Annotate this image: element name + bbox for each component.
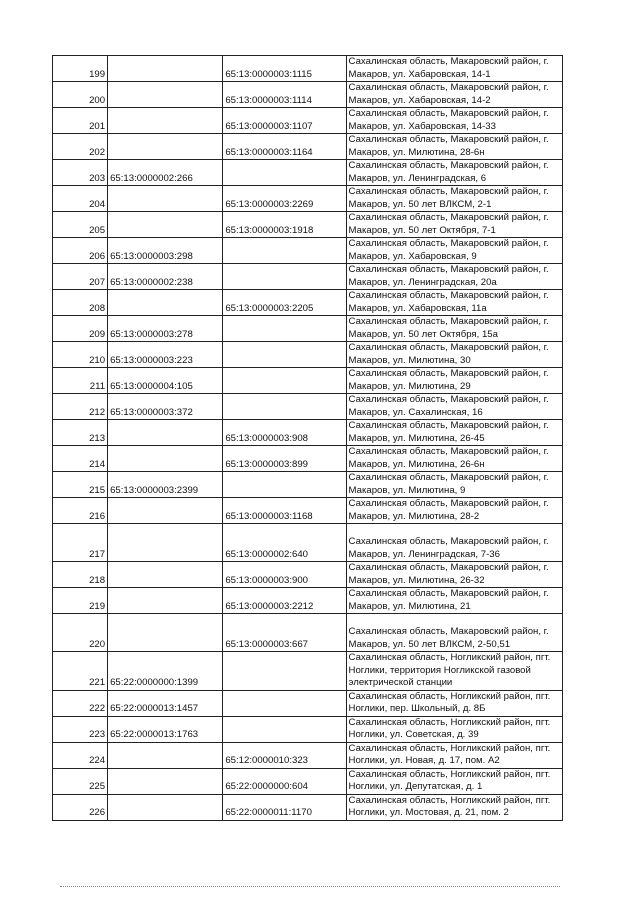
- cadastral-number-cell: [108, 588, 223, 614]
- cadastral-number-cell: [223, 394, 346, 420]
- cadastral-number-cell: [223, 368, 346, 394]
- cadastral-number-cell: [108, 794, 223, 820]
- row-number-cell: 210: [53, 342, 108, 368]
- cadastral-number-cell: [108, 186, 223, 212]
- table-row: [53, 394, 563, 420]
- cadastral-number-cell: 65:13:0000003:372: [108, 394, 223, 420]
- table-row: [53, 290, 563, 316]
- address-cell: Сахалинская область, Ногликский район, пгт. Ноглики, пер. Школьный, д. 8Б: [346, 690, 562, 716]
- row-number-cell: 208: [53, 290, 108, 316]
- cadastral-number-cell: 65:13:0000003:298: [108, 238, 223, 264]
- row-number-cell: 216: [53, 498, 108, 524]
- cadastral-number-cell: 65:22:0000013:1763: [108, 716, 223, 742]
- row-number-cell: 203: [53, 160, 108, 186]
- address-cell: Сахалинская область, Макаровский район, г. Макаров, ул. Ленинградская, 7-36: [346, 524, 562, 562]
- address-cell: Сахалинская область, Макаровский район, г. Макаров, ул. Хабаровская, 9: [346, 238, 562, 264]
- table-row: [53, 108, 563, 134]
- address-cell: Сахалинская область, Макаровский район, г. Макаров, ул. 50 лет Октября, 7-1: [346, 212, 562, 238]
- table-row: [53, 82, 563, 108]
- table-row: [53, 446, 563, 472]
- address-cell: Сахалинская область, Ногликский район, пгт. Ноглики, ул. Советская, д. 39: [346, 716, 562, 742]
- cadastral-number-cell: 65:13:0000003:1107: [223, 108, 346, 134]
- cadastral-number-cell: [108, 56, 223, 82]
- row-number-cell: 222: [53, 690, 108, 716]
- cadastral-number-cell: [223, 238, 346, 264]
- cadastral-number-cell: [108, 212, 223, 238]
- row-number-cell: 206: [53, 238, 108, 264]
- row-number-cell: 214: [53, 446, 108, 472]
- table-row: [53, 238, 563, 264]
- cadastral-number-cell: 65:13:0000003:2399: [108, 472, 223, 498]
- row-number-cell: 202: [53, 134, 108, 160]
- table-row: [53, 794, 563, 820]
- cadastral-number-cell: 65:13:0000003:278: [108, 316, 223, 342]
- cadastral-number-cell: 65:13:0000003:1115: [223, 56, 346, 82]
- row-number-cell: 201: [53, 108, 108, 134]
- address-cell: Сахалинская область, Макаровский район, г. Макаров, ул. Милютина, 26-6н: [346, 446, 562, 472]
- address-cell: Сахалинская область, Макаровский район, г. Макаров, ул. Хабаровская, 14-2: [346, 82, 562, 108]
- row-number-cell: 212: [53, 394, 108, 420]
- cadastral-number-cell: [108, 524, 223, 562]
- cadastral-number-cell: 65:13:0000003:2205: [223, 290, 346, 316]
- table-row: [53, 588, 563, 614]
- table-row: [53, 160, 563, 186]
- cadastral-number-cell: 65:13:0000003:908: [223, 420, 346, 446]
- table-row: [53, 690, 563, 716]
- page-bottom-rule: [60, 886, 560, 887]
- address-cell: Сахалинская область, Макаровский район, г. Макаров, ул. Сахалинская, 16: [346, 394, 562, 420]
- address-cell: Сахалинская область, Макаровский район, г. Макаров, ул. 50 лет ВЛКСМ, 2-50,51: [346, 614, 562, 652]
- cadastral-number-cell: [223, 342, 346, 368]
- table-row: [53, 742, 563, 768]
- cadastral-number-cell: [223, 690, 346, 716]
- table-row: [53, 264, 563, 290]
- row-number-cell: 213: [53, 420, 108, 446]
- address-cell: Сахалинская область, Макаровский район, г. Макаров, ул. Милютина, 28-6н: [346, 134, 562, 160]
- table-row: [53, 368, 563, 394]
- address-cell: Сахалинская область, Макаровский район, г. Макаров, ул. Ленинградская, 6: [346, 160, 562, 186]
- cadastral-number-cell: [108, 82, 223, 108]
- row-number-cell: 218: [53, 562, 108, 588]
- cadastral-number-cell: [108, 134, 223, 160]
- cadastral-number-cell: [223, 160, 346, 186]
- address-cell: Сахалинская область, Макаровский район, г. Макаров, ул. Милютина, 26-45: [346, 420, 562, 446]
- cadastral-number-cell: 65:13:0000003:667: [223, 614, 346, 652]
- row-number-cell: 225: [53, 768, 108, 794]
- cadastral-number-cell: 65:13:0000003:899: [223, 446, 346, 472]
- cadastral-number-cell: [223, 652, 346, 691]
- address-cell: Сахалинская область, Макаровский район, г. Макаров, ул. 50 лет Октября, 15а: [346, 316, 562, 342]
- table-row: [53, 56, 563, 82]
- row-number-cell: 221: [53, 652, 108, 691]
- address-cell: Сахалинская область, Макаровский район, г. Макаров, ул. Милютина, 26-32: [346, 562, 562, 588]
- table-row: [53, 186, 563, 212]
- row-number-cell: 223: [53, 716, 108, 742]
- cadastral-number-cell: 65:13:0000003:1114: [223, 82, 346, 108]
- address-cell: Сахалинская область, Ногликский район, пгт. Ноглики, ул. Депутатская, д. 1: [346, 768, 562, 794]
- cadastral-number-cell: 65:13:0000003:2269: [223, 186, 346, 212]
- cadastral-number-cell: 65:13:0000002:266: [108, 160, 223, 186]
- address-cell: Сахалинская область, Макаровский район, г. Макаров, ул. Милютина, 21: [346, 588, 562, 614]
- address-cell: Сахалинская область, Макаровский район, г. Макаров, ул. Хабаровская, 14-33: [346, 108, 562, 134]
- address-cell: Сахалинская область, Макаровский район, г. Макаров, ул. Ленинградская, 20а: [346, 264, 562, 290]
- address-cell: Сахалинская область, Макаровский район, г. Макаров, ул. 50 лет ВЛКСМ, 2-1: [346, 186, 562, 212]
- row-number-cell: 205: [53, 212, 108, 238]
- row-number-cell: 217: [53, 524, 108, 562]
- cadastral-number-cell: [223, 472, 346, 498]
- cadastral-number-cell: 65:13:0000003:900: [223, 562, 346, 588]
- table-row: [53, 134, 563, 160]
- cadastral-number-cell: 65:22:0000013:1457: [108, 690, 223, 716]
- cadastral-number-cell: 65:13:0000002:640: [223, 524, 346, 562]
- cadastral-number-cell: [108, 498, 223, 524]
- table-row: [53, 498, 563, 524]
- address-cell: Сахалинская область, Макаровский район, г. Макаров, ул. Хабаровская, 14-1: [346, 56, 562, 82]
- cadastral-number-cell: [108, 108, 223, 134]
- row-number-cell: 224: [53, 742, 108, 768]
- cadastral-number-cell: [108, 742, 223, 768]
- address-cell: Сахалинская область, Макаровский район, г. Макаров, ул. Милютина, 29: [346, 368, 562, 394]
- cadastral-number-cell: 65:13:0000002:238: [108, 264, 223, 290]
- cadastral-number-cell: [223, 264, 346, 290]
- table-row: [53, 524, 563, 562]
- cadastral-number-cell: [108, 446, 223, 472]
- row-number-cell: 199: [53, 56, 108, 82]
- cadastral-number-cell: 65:13:0000003:1918: [223, 212, 346, 238]
- registry-table-body: [53, 56, 563, 821]
- cadastral-number-cell: 65:13:0000004:105: [108, 368, 223, 394]
- row-number-cell: 204: [53, 186, 108, 212]
- cadastral-number-cell: 65:13:0000003:2212: [223, 588, 346, 614]
- address-cell: Сахалинская область, Ногликский район, пгт. Ноглики, ул. Новая, д. 17, пом. А2: [346, 742, 562, 768]
- cadastral-number-cell: 65:13:0000003:223: [108, 342, 223, 368]
- table-row: [53, 716, 563, 742]
- cadastral-number-cell: [108, 420, 223, 446]
- cadastral-number-cell: 65:22:0000011:1170: [223, 794, 346, 820]
- cadastral-number-cell: 65:12:0000010:323: [223, 742, 346, 768]
- cadastral-number-cell: 65:13:0000003:1168: [223, 498, 346, 524]
- cadastral-number-cell: [108, 768, 223, 794]
- row-number-cell: 211: [53, 368, 108, 394]
- table-row: [53, 614, 563, 652]
- table-row: [53, 420, 563, 446]
- table-row: [53, 768, 563, 794]
- cadastral-number-cell: 65:22:0000000:604: [223, 768, 346, 794]
- row-number-cell: 209: [53, 316, 108, 342]
- address-cell: Сахалинская область, Макаровский район, г. Макаров, ул. Милютина, 28-2: [346, 498, 562, 524]
- cadastral-number-cell: [223, 316, 346, 342]
- table-row: [53, 652, 563, 691]
- table-row: [53, 342, 563, 368]
- address-cell: Сахалинская область, Макаровский район, г. Макаров, ул. Милютина, 30: [346, 342, 562, 368]
- address-cell: Сахалинская область, Макаровский район, г. Макаров, ул. Хабаровская, 11а: [346, 290, 562, 316]
- row-number-cell: 220: [53, 614, 108, 652]
- cadastral-number-cell: [108, 614, 223, 652]
- cadastral-number-cell: 65:22:0000000:1399: [108, 652, 223, 691]
- cadastral-number-cell: [108, 562, 223, 588]
- cadastral-number-cell: [108, 290, 223, 316]
- registry-table: [52, 55, 563, 821]
- row-number-cell: 207: [53, 264, 108, 290]
- address-cell: Сахалинская область, Ногликский район, пгт. Ноглики, ул. Мостовая, д. 21, пом. 2: [346, 794, 562, 820]
- table-row: [53, 472, 563, 498]
- row-number-cell: 219: [53, 588, 108, 614]
- table-row: [53, 316, 563, 342]
- cadastral-number-cell: [223, 716, 346, 742]
- address-cell: Сахалинская область, Макаровский район, г. Макаров, ул. Милютина, 9: [346, 472, 562, 498]
- row-number-cell: 226: [53, 794, 108, 820]
- table-row: [53, 562, 563, 588]
- row-number-cell: 200: [53, 82, 108, 108]
- row-number-cell: 215: [53, 472, 108, 498]
- cadastral-number-cell: 65:13:0000003:1164: [223, 134, 346, 160]
- address-cell: Сахалинская область, Ногликский район, пгт. Ноглики, территория Ногликской газовой электрической станции: [346, 652, 562, 691]
- table-row: [53, 212, 563, 238]
